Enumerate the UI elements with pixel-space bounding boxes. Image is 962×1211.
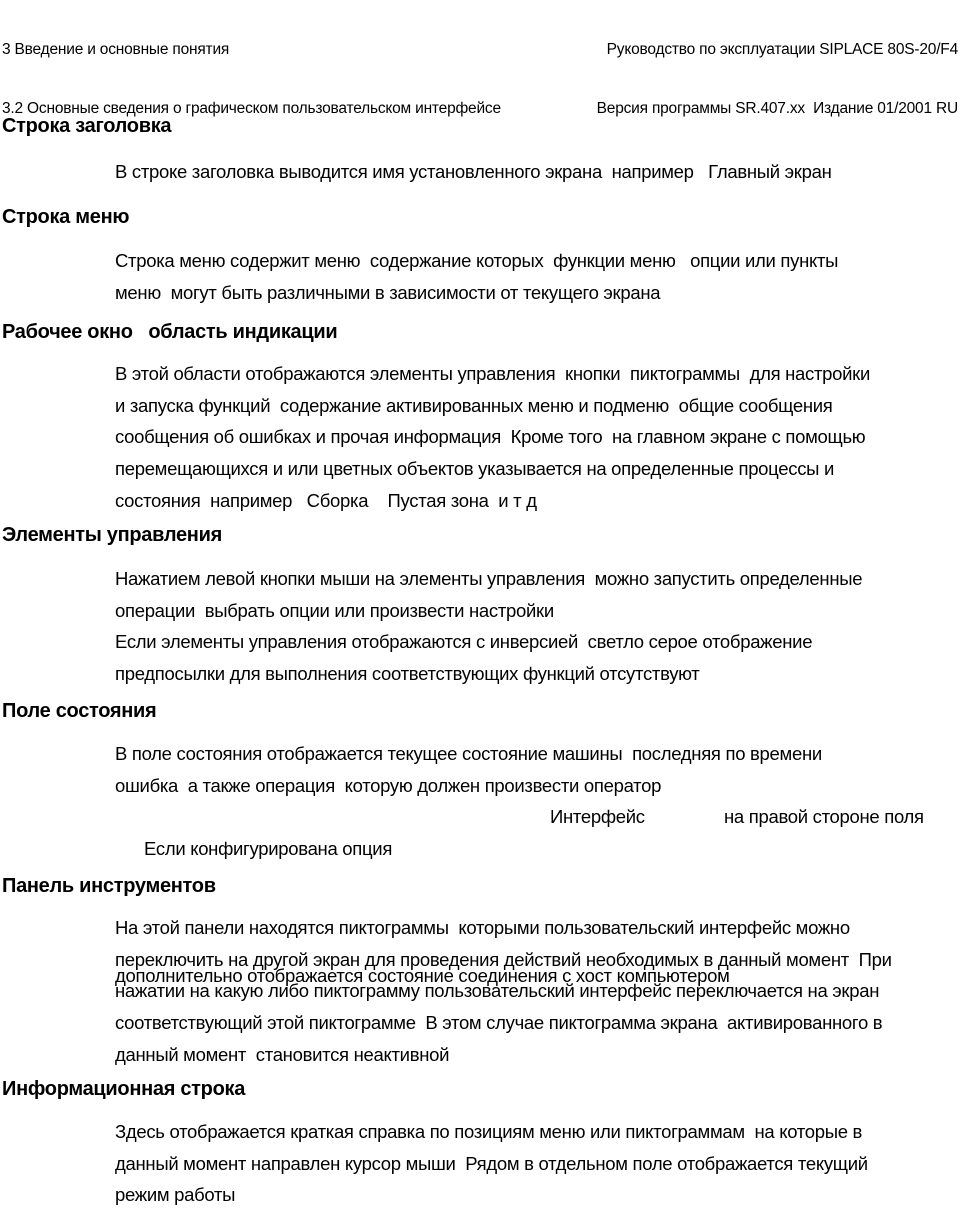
- paragraph-line: ошибка а также операция которую должен произвести оператор: [115, 774, 662, 796]
- header-document-info: [597, 1, 958, 138]
- header-manual-title: Руководство по эксплуатации SIPLACE 80S-20/F4: [606, 41, 958, 58]
- section-body: [115, 912, 962, 1071]
- section-body: [115, 563, 962, 690]
- paragraph-line: Строка меню содержит меню содержание которых функции меню опции или пункты: [115, 250, 839, 271]
- section-heading-information-line: Информационная строка: [2, 1078, 246, 1100]
- paragraph-line: Здесь отображается краткая справка по позициям меню или пиктограммам на которые в: [115, 1121, 863, 1142]
- option-line-interface-label: Интерфейс: [550, 806, 645, 828]
- section-body: [115, 245, 962, 308]
- paragraph-line: данный момент направлен курсор мыши Рядом в отдельном поле отображается текущий: [115, 1152, 868, 1174]
- paragraph-line: На этой панели находятся пиктограммы которыми пользовательский интерфейс можно: [115, 917, 850, 938]
- paragraph-line: нажатии на какую либо пиктограмму пользовательский интерфейс переключается на экран: [115, 980, 880, 1002]
- section-body: [115, 1116, 962, 1211]
- section-heading-work-window: Рабочее окно область индикации: [2, 321, 338, 343]
- header-section-line: 3.2 Основные сведения о графическом пользовательском интерфейсе: [2, 99, 501, 117]
- section-body: [115, 156, 962, 188]
- paragraph-line: перемещающихся и или цветных объектов указывается на определенные процессы и: [115, 458, 835, 480]
- paragraph-line: дополнительно отображается состояние соединения с хост компьютером: [115, 964, 730, 986]
- section-heading-title-bar: Строка заголовка: [2, 115, 172, 137]
- paragraph-line: меню могут быть различными в зависимости от текущего экрана: [115, 281, 661, 303]
- section-heading-status-field: Поле состояния: [2, 700, 157, 722]
- paragraph-line: сообщения об ошибках и прочая информация Кроме того на главном экране с помощью: [115, 426, 866, 448]
- paragraph-line: режим работы: [115, 1184, 236, 1206]
- paragraph-line: операции выбрать опции или произвести настройки: [115, 599, 554, 621]
- paragraph-line: переключить на другой экран для проведения действий необходимых в данный момент При: [115, 948, 892, 970]
- paragraph-line: данный момент становится неактивной: [115, 1043, 450, 1065]
- header-chapter-line: 3 Введение и основные понятия: [2, 41, 230, 58]
- paragraph-line: В строке заголовка выводится имя установленного экрана например Главный экран: [115, 161, 832, 182]
- paragraph-line: и запуска функций содержание активированных меню и подменю общие сообщения: [115, 394, 833, 416]
- option-line-suffix: на правой стороне поля: [724, 806, 924, 828]
- section-heading-menu-bar: Строка меню: [2, 206, 130, 228]
- paragraph-line: Если элементы управления отображаются с инверсией светло серое отображение: [115, 631, 813, 653]
- paragraph-line: соответствующий этой пиктограмме В этом случае пиктограмма экрана активированного в: [115, 1012, 883, 1034]
- header-version-edition: Версия программы SR.407.xx Издание 01/2001 RU: [596, 99, 958, 117]
- section-body: [115, 358, 962, 517]
- paragraph-line: В этой области отображаются элементы управления кнопки пиктограммы для настройки: [115, 363, 871, 384]
- paragraph-line: предпосылки для выполнения соответствующих функций отсутствуют: [115, 663, 700, 685]
- section-heading-toolbar: Панель инструментов: [2, 875, 216, 897]
- paragraph-line: В поле состояния отображается текущее состояние машины последняя по времени: [115, 743, 822, 764]
- paragraph-line: Нажатием левой кнопки мыши на элементы управления можно запустить определенные: [115, 568, 863, 589]
- option-line-prefix: Если конфигурирована опция: [144, 838, 393, 860]
- section-heading-control-elements: Элементы управления: [2, 524, 222, 546]
- paragraph-line: состояния например Сборка Пустая зона и т д: [115, 489, 537, 511]
